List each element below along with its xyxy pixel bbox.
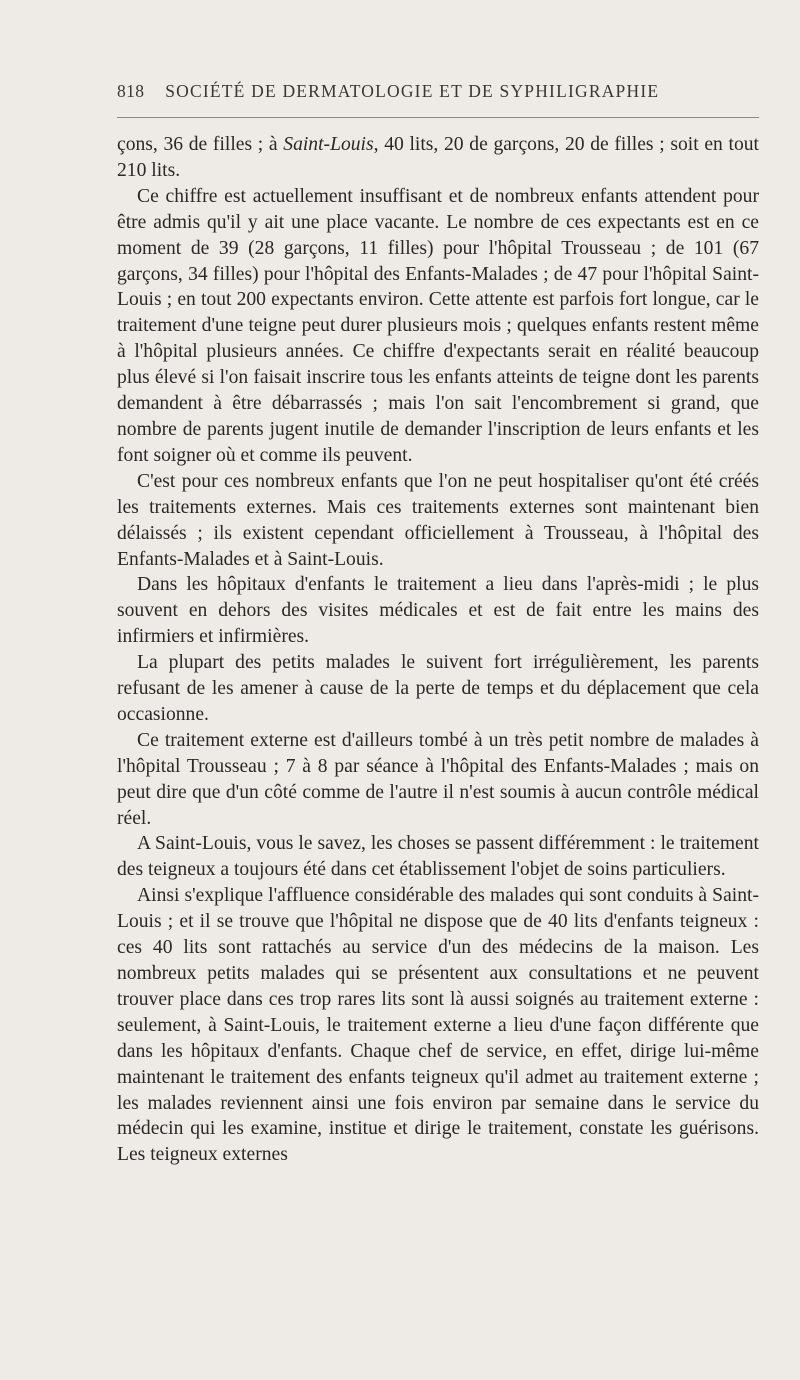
paragraph: Ainsi s'explique l'affluence considérable des malades qui sont conduits à Saint-Louis ; et il se trouve que l'hôpital ne dispose que de 40 lits d'enfants teigneux : ces 40 lits sont rattachés au service d'un des médecins de la maison. Les nombreux petits malades qui se présentent aux consultations et ne peuvent trouver place dans ces trop rares lits sont là aussi soignés au traitement externe : seulement, à Saint-Louis, le traitement externe a lieu d'une façon différente que dans les hôpitaux d'enfants. Chaque chef de service, en effet, dirige lui-même maintenant le traitement des enfants teigneux qu'il admet au traitement externe ; les malades reviennent ainsi une fois environ par semaine dans le service du médecin qui les examine, institue et dirige le traitement, constate les guérisons. Les teigneux externes xyxy=(117,885,759,1166)
paragraph: C'est pour ces nombreux enfants que l'on ne peut hospitaliser qu'ont été créés les traitements externes. Mais ces traitements externes sont maintenant bien délaissés ; ils existent cependant officiellement à Trousseau, à l'hôpital des Enfants-Malades et à Saint-Louis. xyxy=(117,470,759,570)
header-rule xyxy=(117,117,759,118)
paragraph-text: çons, 36 de filles ; à xyxy=(117,134,284,155)
running-title: SOCIÉTÉ DE DERMATOLOGIE ET DE SYPHILIGRAPHIE xyxy=(165,81,660,101)
paragraph: A Saint-Louis, vous le savez, les choses se passent différemment : le traitement des teigneux a toujours été dans cet établissement l'objet de soins particuliers. xyxy=(117,833,759,881)
paragraph-continuation xyxy=(117,132,759,184)
running-header xyxy=(117,81,757,102)
paragraph: Dans les hôpitaux d'enfants le traitement a lieu dans l'après-midi ; le plus souvent en dehors des visites médicales et est de fait entre les mains des infirmiers et infirmières. xyxy=(117,574,759,648)
italic-place-name: Saint-Louis xyxy=(283,134,374,155)
paragraph: Ce traitement externe est d'ailleurs tombé à un très petit nombre de malades à l'hôpital Trousseau ; 7 à 8 par séance à l'hôpital des Enfants-Malades ; mais on peut dire que d'un côté comme de l'autre il n'est soumis à aucun contrôle médical réel. xyxy=(117,729,759,829)
body-text xyxy=(117,132,759,1168)
paragraph: La plupart des petits malades le suivent fort irrégulièrement, les parents refusant de les amener à cause de la perte de temps et du déplacement que cela occasionne. xyxy=(117,652,759,725)
page-number: 818 xyxy=(117,81,145,101)
paragraph-text: , 40 lits, 20 de garçons, 20 de filles ; soit en tout 210 lits. xyxy=(117,134,759,181)
paragraph: Ce chiffre est actuellement insuffisant et de nombreux enfants attendent pour être admis qu'il y ait une place vacante. Le nombre de ces expectants est en ce moment de 39 (28 garçons, 11 filles) pour l'hôpital Trousseau ; de 101 (67 garçons, 34 filles) pour l'hôpital des Enfants-Malades ; de 47 pour l'hôpital Saint-Louis ; en tout 200 expectants environ. Cette attente est parfois fort longue, car le traitement d'une teigne peut durer plusieurs mois ; quelques enfants restent même à l'hôpital plusieurs années. Ce chiffre d'expectants serait en réalité beaucoup plus élevé si l'on faisait inscrire tous les enfants atteints de teigne dont les parents demandent à être débarrassés ; mais l'on sait l'encombrement si grand, que nombre de parents jugent inutile de demander l'inscription de leurs enfants et les font soigner où et comme ils peuvent. xyxy=(117,185,759,466)
